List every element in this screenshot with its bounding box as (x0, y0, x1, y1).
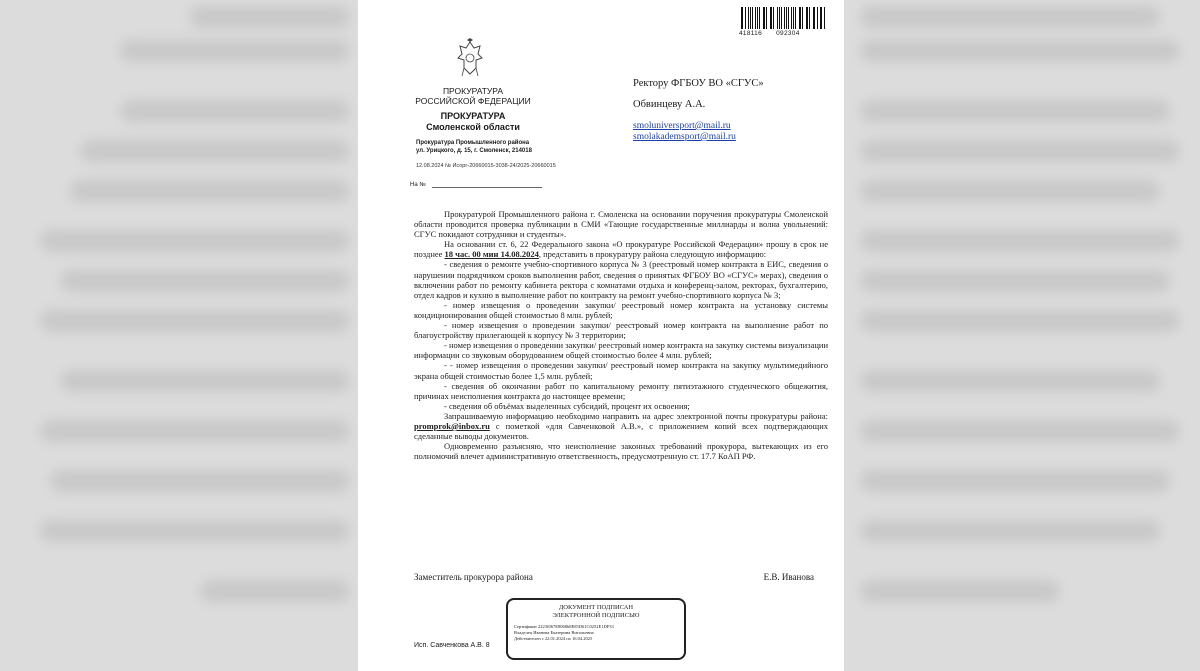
list-item: - номер извещения о проведении закупки/ реестровый номер контракта на установку системы кондиционирования общей стоимостью 8 млн. рублей; (414, 299, 828, 320)
dept-line-1: ПРОКУРАТУРА (440, 111, 506, 121)
barcode-numbers (739, 30, 812, 37)
stamp-owner: Владелец Иванова Екатерина Витальевна (514, 630, 594, 636)
list-item: - номер извещения о проведении закупки/ реестровый номер контракта на закупку системы визуализации информации со звуковым оборудованием общей стоимостью более 4 млн. рублей; (414, 340, 828, 361)
registration-number: 12.08.2024 № Исорг-20660015-3038-24/2025-20660015 (416, 163, 556, 169)
paragraph-request (414, 239, 828, 259)
addressee-email-1[interactable]: smoluniversport@mail.ru (633, 121, 731, 131)
request-text-start: На основании ст. 6, 22 Федерального закона «О прокуратуре Российской Федерации» прошу в срок не позднее (414, 239, 828, 260)
executor-note: Исп. Савченкова А.В. 8 (414, 642, 490, 649)
request-text-end: , представить в прокуратуру района следующую информацию: (538, 249, 767, 260)
signer-name: Е.В. Иванова (763, 572, 814, 582)
barcode-bar (777, 7, 778, 29)
barcode-right-number: 092304 (776, 30, 800, 37)
reference-line (432, 187, 542, 188)
dept-line-2: Смоленской области (426, 122, 520, 132)
list-item: - сведения о ремонте учебно-спортивного корпуса № 3 (реестровый номер контракта в ЕИС, сведения о нарушении подрядчиком сроков выполнения работ, сведения о принятых ФГБОУ ВО «СГУС» мерах), сведения о включении работ по ремонту кабинета ректора с комнатами отдыха и конференц-залом, ректорах, бухгалтерию, отдел кадров и кухню в выполнение работ по контракту на ремонт учебно-спортивного корпуса № 3; (414, 259, 828, 300)
addressee-email-2[interactable]: smolakademsport@mail.ru (633, 132, 736, 142)
barcode-bar (809, 7, 810, 29)
stamp-title-1: ДОКУМЕНТ ПОДПИСАН (558, 604, 634, 611)
signer-position: Заместитель прокурора района (414, 572, 533, 582)
addressee-block (633, 77, 764, 143)
electronic-signature-stamp (506, 598, 686, 660)
signature-row (414, 572, 814, 582)
prosecutor-email[interactable]: promprok@inbox.ru (414, 420, 490, 431)
paragraph-liability: Одновременно разъясняю, что неисполнение законных требований прокурора, вытекающих из его полномочий влечет административную ответственность, предусмотренную ст. 17.7 КоАП РФ. (414, 441, 828, 462)
district-line-1: Прокуратура Промышленного района (416, 140, 530, 146)
stamp-title-2: ЭЛЕКТРОННОЙ ПОДПИСЬЮ (552, 612, 640, 619)
stamp-certificate: Сертификат 2223f067E8068b8E85D61C0252E1DF33 (514, 624, 614, 629)
stamp-validity: Действителен с 22.01.2024 по 16.04.2025 (514, 636, 593, 642)
district-line-2: ул. Урицкого, д. 15, г. Смоленск, 214018 (416, 148, 532, 154)
letter-body (414, 209, 828, 461)
send-text-end: с пометкой «для Савченковой А.В.», с приложением копий всех подтверждающих сделанные выводы документов. (414, 420, 828, 442)
barcode-bar (793, 7, 794, 29)
reference-number (410, 182, 542, 188)
addressee-line-1: Ректору ФГБОУ ВО «СГУС» (633, 78, 764, 89)
barcode-left-number: 418116 (739, 30, 763, 37)
paragraph-send-to (414, 411, 828, 441)
list-item: - - номер извещения о проведении закупки/ реестровый номер контракта на закупку мультимедийного экрана общей стоимостью более 1,5 млн. рублей; (414, 360, 828, 381)
barcode-bar (759, 7, 760, 29)
list-item: - номер извещения о проведении закупки/ реестровый номер контракта на выполнение работ по благоустройству прилегающей к корпусу № 3 территории; (414, 320, 828, 341)
send-text-start: Запрашиваемую информацию необходимо направить на адрес электронной почты прокуратуры района: (444, 410, 828, 421)
addressee-line-2: Обвинцеву А.А. (633, 99, 706, 110)
org-line-2: РОССИЙСКОЙ ФЕДЕРАЦИИ (415, 96, 531, 106)
barcode (741, 7, 827, 29)
org-line-1: ПРОКУРАТУРА (442, 86, 504, 96)
list-item: - сведения об объёмах выделенных субсидий, процент их освоения; (444, 400, 690, 411)
reference-label: На № (410, 182, 426, 188)
sender-header (408, 86, 538, 155)
barcode-bar (748, 7, 749, 29)
deadline: 18 час. 00 мин 14.08.2024 (444, 249, 539, 260)
list-item: - сведения об окончании работ по капитальному ремонту пятиэтажного студенческого общежития, причинах неисполнения контракта до настоящее времени; (414, 380, 828, 401)
coat-of-arms-icon (456, 38, 484, 78)
document-page (358, 0, 844, 671)
paragraph-intro: Прокуратурой Промышленного района г. Смоленска на основании поручения прокуратуры Смоленской области проводится проверка публикации в СМИ «Тающие государственные миллиарды и волна увольнений: СГУС покидают сотрудники и студенты». (414, 209, 828, 240)
